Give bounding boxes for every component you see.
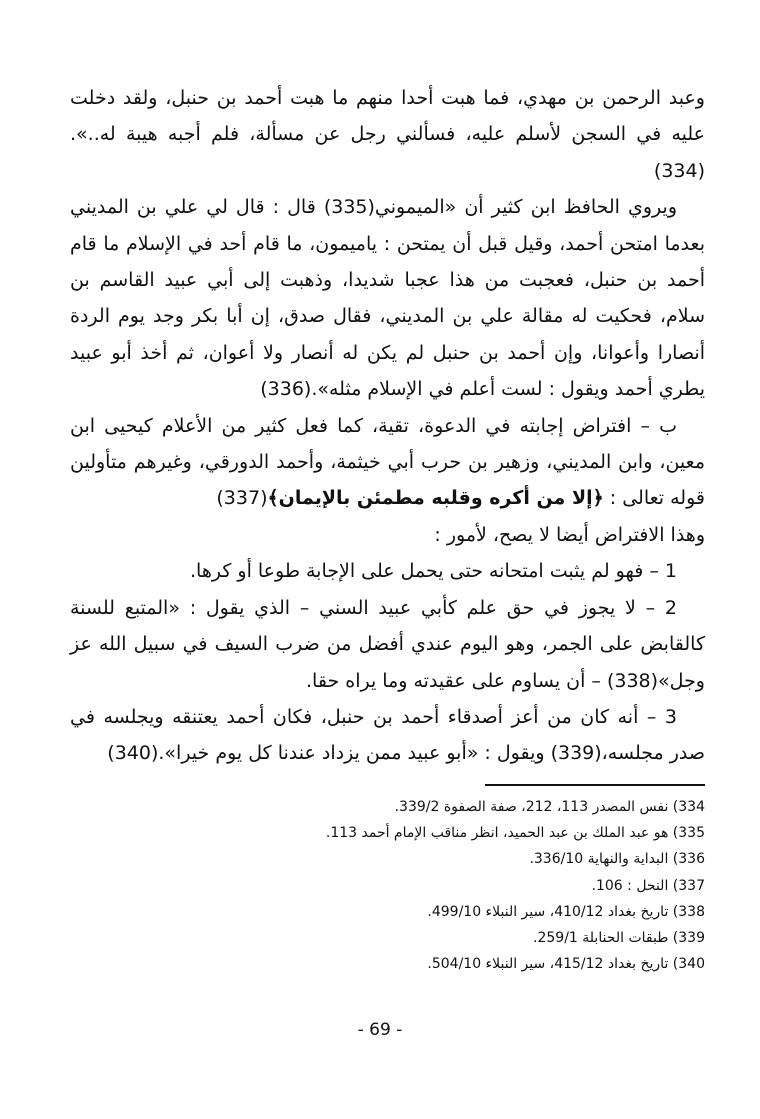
main-text <box>70 80 705 772</box>
paragraph-hypothesis-b <box>70 408 705 517</box>
paragraph-rebuttal: وهذا الافتراض أيضا لا يصح، لأمور : <box>434 523 705 546</box>
list-item-1: 1 – فهو لم يثبت امتحانه حتى يحمل على الإجابة طوعا أو كرها. <box>189 560 677 583</box>
quran-verse: ﴿إلا من أكره وقلبه مطمئن بالإيمان﴾ <box>267 487 604 510</box>
footnote-339: 339) طبقات الحنابلة 259/1. <box>533 930 705 947</box>
list-item-2: 2 – لا يجوز في حق علم كأبي عبيد السني – الذي يقول : «المتبع للسنة كالقابض على الجمر، وهو اليوم عندي أفضل من ضرب السيف في سبيل الله عز وجل»(338) – أن يساوم على عقيدته وما يراه حقا. <box>70 596 705 692</box>
list-item-3: 3 – أنه كان من أعز أصدقاء أحمد بن حنبل، فكان أحمد يعتنقه ويجلسه في صدر مجلسه،(339) ويقول : «أبو عبيد ممن يزداد عندنا كل يوم خيرا».(340) <box>70 705 705 765</box>
footnote-divider <box>485 784 705 786</box>
footnote-338: 338) تاريخ بغداد 410/12، سير النبلاء 499/10. <box>427 903 705 920</box>
footnote-ref-337: (337) <box>216 487 268 510</box>
footnotes <box>70 794 705 977</box>
footnote-336: 336) البداية والنهاية 336/10. <box>529 851 705 868</box>
footnote-340: 340) تاريخ بغداد 415/12، سير النبلاء 504/10. <box>427 956 705 973</box>
hypothesis-text: ب – افتراض إجابته في الدعوة، تقية، كما فعل كثير من الأعلام كيحيى ابن معين، وابن المديني، وزهير بن حرب أبي خيثمة، وأحمد الدورقي، وغيرهم متأولين قوله تعالى : <box>70 414 705 510</box>
footnote-337: 337) النحل : 106. <box>591 877 705 894</box>
footnote-334: 334) نفس المصدر 113، 212، صفة الصفوة 339/2. <box>394 799 705 815</box>
page-number: - 69 - <box>357 1020 403 1040</box>
paragraph-quote-end: وعبد الرحمن بن مهدي، فما هبت أحدا منهم ما هبت أحمد بن حنبل، ولقد دخلت عليه في السجن لأسلم عليه، فسألني رجل عن مسألة، فلم أجبه هيبة له..».(334) <box>70 87 705 182</box>
paragraph-maymuni: ويروي الحافظ ابن كثير أن «الميموني(335) قال : قال لي علي بن المديني بعدما امتحن أحمد، وقيل قبل أن يمتحن : ياميمون، ما قام أحد في الإسلام ما قام أحمد بن حنبل، فعجبت من هذا عجبا شديدا، وذهبت إلى أبي عبيد القاسم بن سلام، فحكيت له مقالة علي بن المديني، فقال صدق، إن أبا بكر وجد يوم الردة أنصارا وأعوانا، وإن أحمد بن حنبل لم يكن له أنصار ولا أعوان، ثم أخذ أبو عبيد يطري أحمد ويقول : لست أعلم في الإسلام مثله».(336) <box>70 196 705 401</box>
footnote-335: 335) هو عبد الملك بن عبد الحميد، انظر مناقب الإمام أحمد 113. <box>325 825 705 842</box>
